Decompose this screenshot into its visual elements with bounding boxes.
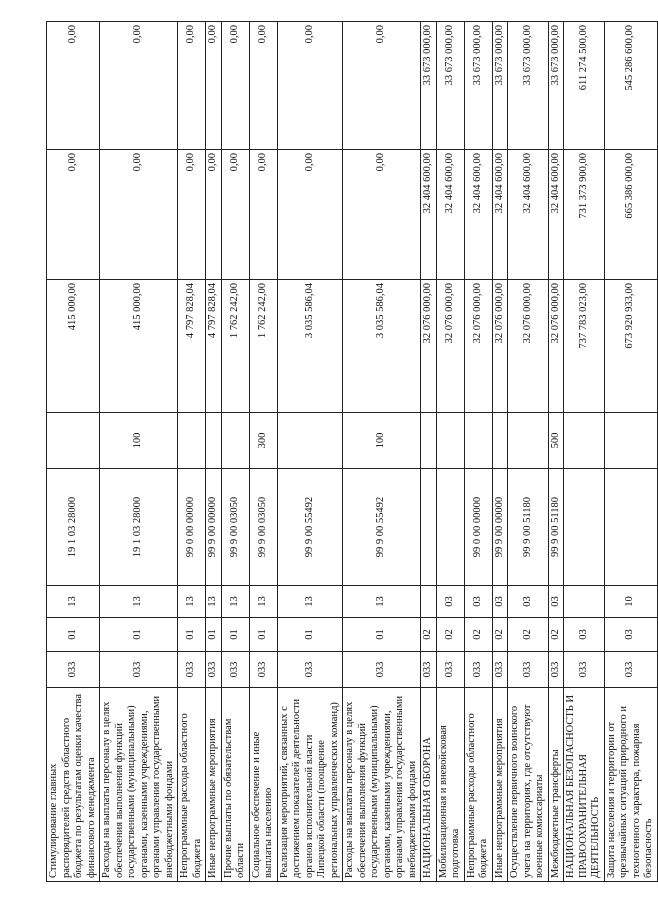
target-article-cell: 99 9 00 00000 (492, 469, 508, 586)
table-row (277, 22, 343, 882)
table-row (508, 22, 549, 882)
table-row (604, 22, 657, 882)
amount-year1-cell: 4 797 828,04 (206, 280, 222, 413)
amount-year3-cell: 0,00 (178, 22, 206, 150)
table-row (47, 22, 100, 882)
section-code-cell: 02 (436, 618, 464, 652)
amount-year3-cell: 33 673 000,00 (436, 22, 464, 150)
table-row (206, 22, 222, 882)
subsection-code-cell: 13 (277, 586, 343, 618)
amount-year1-cell: 737 783 023,00 (564, 280, 605, 413)
row-name-cell: НАЦИОНАЛЬНАЯ ОБОРОНА (421, 688, 437, 882)
section-code-cell: 03 (564, 618, 605, 652)
row-name-cell: Прочие выплаты по обязательствам области (221, 688, 249, 882)
table-row (421, 22, 437, 882)
grbs-code-cell: 033 (564, 652, 605, 688)
amount-year2-cell: 731 373 900,00 (564, 150, 605, 280)
amount-year2-cell: 0,00 (100, 150, 178, 280)
expense-type-cell (47, 413, 100, 469)
grbs-code-cell: 033 (249, 652, 277, 688)
amount-year3-cell: 545 286 600,00 (604, 22, 657, 150)
target-article-cell: 99 9 00 51180 (548, 469, 564, 586)
amount-year3-cell: 0,00 (100, 22, 178, 150)
subsection-code-cell: 13 (221, 586, 249, 618)
amount-year1-cell: 32 076 000,00 (548, 280, 564, 413)
amount-year2-cell: 32 404 600,00 (464, 150, 492, 280)
target-article-cell: 99 9 00 03050 (221, 469, 249, 586)
table-row (221, 22, 249, 882)
subsection-code-cell: 03 (508, 586, 549, 618)
expense-type-cell (492, 413, 508, 469)
target-article-cell: 99 9 00 00000 (206, 469, 222, 586)
row-name-cell: Стимулирование главных распорядителей средств областного бюджета по результатам оценки качества финансового менеджмента (47, 688, 100, 882)
expense-type-cell: 300 (249, 413, 277, 469)
target-article-cell: 19 1 03 28000 (47, 469, 100, 586)
section-code-cell: 01 (100, 618, 178, 652)
target-article-cell: 99 9 00 51180 (508, 469, 549, 586)
section-code-cell: 02 (548, 618, 564, 652)
row-name-cell: НАЦИОНАЛЬНАЯ БЕЗОПАСНОСТЬ И ПРАВООХРАНИТЕЛЬНАЯ ДЕЯТЕЛЬНОСТЬ (564, 688, 605, 882)
expense-type-cell (277, 413, 343, 469)
amount-year1-cell: 1 762 242,00 (249, 280, 277, 413)
amount-year3-cell: 33 673 000,00 (464, 22, 492, 150)
target-article-cell: 99 9 00 55492 (277, 469, 343, 586)
row-name-cell: Осуществление первичного воинского учета на территориях, где отсутствуют военные комиссариаты (508, 688, 549, 882)
section-code-cell: 03 (604, 618, 657, 652)
expense-type-cell (436, 413, 464, 469)
subsection-code-cell: 13 (206, 586, 222, 618)
section-code-cell: 01 (206, 618, 222, 652)
target-article-cell: 99 9 00 03050 (249, 469, 277, 586)
expense-type-cell (178, 413, 206, 469)
amount-year2-cell: 0,00 (343, 150, 421, 280)
subsection-code-cell: 13 (249, 586, 277, 618)
row-name-cell: Иные непрограммные мероприятия (206, 688, 222, 882)
table-row (492, 22, 508, 882)
table-row (178, 22, 206, 882)
amount-year2-cell: 32 404 600,00 (421, 150, 437, 280)
section-code-cell: 01 (47, 618, 100, 652)
grbs-code-cell: 033 (343, 652, 421, 688)
amount-year3-cell: 33 673 000,00 (421, 22, 437, 150)
table-row (564, 22, 605, 882)
expense-type-cell (604, 413, 657, 469)
row-name-cell: Социальное обеспечение и иные выплаты населению (249, 688, 277, 882)
section-code-cell: 01 (249, 618, 277, 652)
amount-year1-cell: 32 076 000,00 (508, 280, 549, 413)
row-name-cell: Межбюджетные трансферты (548, 688, 564, 882)
table-row (249, 22, 277, 882)
grbs-code-cell: 033 (206, 652, 222, 688)
amount-year2-cell: 0,00 (47, 150, 100, 280)
grbs-code-cell: 033 (604, 652, 657, 688)
amount-year1-cell: 1 762 242,00 (221, 280, 249, 413)
table-row (464, 22, 492, 882)
amount-year3-cell: 0,00 (249, 22, 277, 150)
grbs-code-cell: 033 (508, 652, 549, 688)
expense-type-cell (464, 413, 492, 469)
subsection-code-cell: 13 (178, 586, 206, 618)
row-name-cell: Непрограммные расходы областного бюджета (464, 688, 492, 882)
grbs-code-cell: 033 (178, 652, 206, 688)
subsection-code-cell: 13 (47, 586, 100, 618)
amount-year2-cell: 32 404 600,00 (548, 150, 564, 280)
subsection-code-cell: 03 (492, 586, 508, 618)
row-name-cell: Расходы на выплаты персоналу в целях обеспечения выполнения функций государственными (муниципальными) органами, казенными учреждениями, органами управления государственными внебюджетными фондами (343, 688, 421, 882)
section-code-cell: 02 (421, 618, 437, 652)
grbs-code-cell: 033 (47, 652, 100, 688)
amount-year3-cell: 611 274 500,00 (564, 22, 605, 150)
amount-year2-cell: 665 386 000,00 (604, 150, 657, 280)
amount-year2-cell: 0,00 (178, 150, 206, 280)
amount-year1-cell: 32 076 000,00 (421, 280, 437, 413)
amount-year2-cell: 32 404 600,00 (436, 150, 464, 280)
expense-type-cell: 500 (548, 413, 564, 469)
subsection-code-cell: 13 (343, 586, 421, 618)
rotated-page (46, 22, 654, 882)
amount-year1-cell: 32 076 000,00 (464, 280, 492, 413)
grbs-code-cell: 033 (492, 652, 508, 688)
target-article-cell (604, 469, 657, 586)
amount-year1-cell: 3 035 586,04 (277, 280, 343, 413)
section-code-cell: 02 (464, 618, 492, 652)
amount-year2-cell: 0,00 (221, 150, 249, 280)
subsection-code-cell: 13 (100, 586, 178, 618)
row-name-cell: Мобилизационная и вневойсковая подготовка (436, 688, 464, 882)
grbs-code-cell: 033 (277, 652, 343, 688)
grbs-code-cell: 033 (436, 652, 464, 688)
grbs-code-cell: 033 (100, 652, 178, 688)
section-code-cell: 02 (492, 618, 508, 652)
expense-type-cell (508, 413, 549, 469)
row-name-cell: Реализация мероприятий, связанных с достижением показателей деятельности органов исполнительной власти Липецкой области (поощрение региональных управленческих команд) (277, 688, 343, 882)
amount-year2-cell: 0,00 (249, 150, 277, 280)
amount-year1-cell: 415 000,00 (47, 280, 100, 413)
amount-year3-cell: 0,00 (277, 22, 343, 150)
target-article-cell (421, 469, 437, 586)
table-row (343, 22, 421, 882)
amount-year1-cell: 32 076 000,00 (436, 280, 464, 413)
row-name-cell: Защита населения и территории от чрезвычайных ситуаций природного и техногенного характера, пожарная безопасность (604, 688, 657, 882)
expense-type-cell (421, 413, 437, 469)
subsection-code-cell (421, 586, 437, 618)
table-body (47, 22, 658, 882)
amount-year2-cell: 32 404 600,00 (492, 150, 508, 280)
amount-year3-cell: 33 673 000,00 (548, 22, 564, 150)
amount-year3-cell: 33 673 000,00 (508, 22, 549, 150)
subsection-code-cell: 03 (548, 586, 564, 618)
amount-year2-cell: 32 404 600,00 (508, 150, 549, 280)
grbs-code-cell: 033 (221, 652, 249, 688)
subsection-code-cell: 10 (604, 586, 657, 618)
target-article-cell: 19 1 03 28000 (100, 469, 178, 586)
row-name-cell: Расходы на выплаты персоналу в целях обеспечения выполнения функций государственными (муниципальными) органами, казенными учреждениями, органами управления государственными внебюджетными фондами (100, 688, 178, 882)
expense-type-cell (206, 413, 222, 469)
amount-year1-cell: 3 035 586,04 (343, 280, 421, 413)
amount-year3-cell: 0,00 (47, 22, 100, 150)
target-article-cell (436, 469, 464, 586)
grbs-code-cell: 033 (548, 652, 564, 688)
amount-year1-cell: 4 797 828,04 (178, 280, 206, 413)
section-code-cell: 01 (178, 618, 206, 652)
amount-year2-cell: 0,00 (277, 150, 343, 280)
target-article-cell: 99 9 00 55492 (343, 469, 421, 586)
section-code-cell: 01 (343, 618, 421, 652)
expense-type-cell (564, 413, 605, 469)
amount-year1-cell: 673 920 933,00 (604, 280, 657, 413)
expense-type-cell (221, 413, 249, 469)
table-row (100, 22, 178, 882)
row-name-cell: Непрограммные расходы областного бюджета (178, 688, 206, 882)
expense-type-cell: 100 (343, 413, 421, 469)
amount-year3-cell: 33 673 000,00 (492, 22, 508, 150)
section-code-cell: 01 (221, 618, 249, 652)
table-row (548, 22, 564, 882)
grbs-code-cell: 033 (464, 652, 492, 688)
amount-year3-cell: 0,00 (221, 22, 249, 150)
target-article-cell (564, 469, 605, 586)
row-name-cell: Иные непрограммные мероприятия (492, 688, 508, 882)
amount-year1-cell: 415 000,00 (100, 280, 178, 413)
section-code-cell: 02 (508, 618, 549, 652)
amount-year2-cell: 0,00 (206, 150, 222, 280)
grbs-code-cell: 033 (421, 652, 437, 688)
subsection-code-cell (564, 586, 605, 618)
amount-year1-cell: 32 076 000,00 (492, 280, 508, 413)
amount-year3-cell: 0,00 (343, 22, 421, 150)
target-article-cell: 99 0 00 00000 (178, 469, 206, 586)
expense-type-cell: 100 (100, 413, 178, 469)
budget-table (46, 21, 658, 882)
section-code-cell: 01 (277, 618, 343, 652)
subsection-code-cell: 03 (436, 586, 464, 618)
target-article-cell: 99 0 00 00000 (464, 469, 492, 586)
subsection-code-cell: 03 (464, 586, 492, 618)
amount-year3-cell: 0,00 (206, 22, 222, 150)
table-row (436, 22, 464, 882)
